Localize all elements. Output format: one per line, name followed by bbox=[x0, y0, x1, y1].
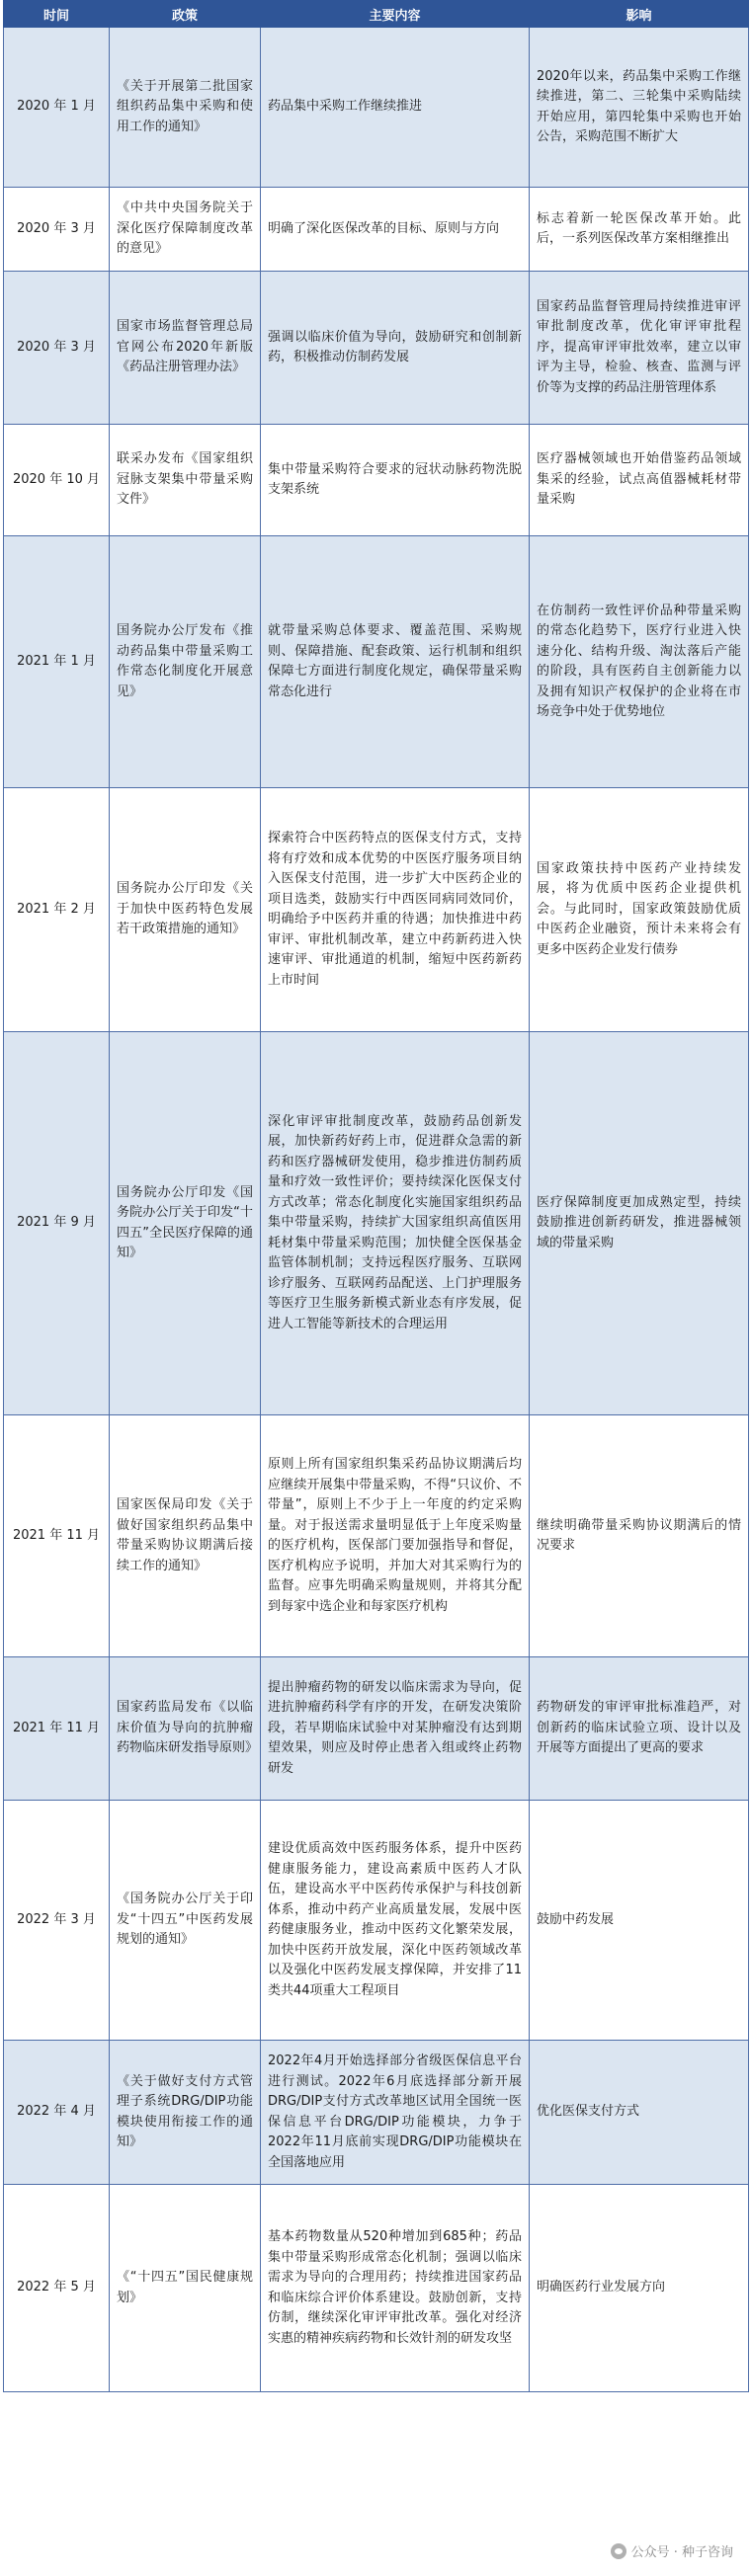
cell-impact: 明确医药行业发展方向 bbox=[530, 2185, 749, 2392]
table-row bbox=[4, 28, 749, 188]
cell-policy: 国家医保局印发《关于做好国家组织药品集中带量采购协议期满后接续工作的通知》 bbox=[110, 1415, 261, 1657]
cell-content: 提出肿瘤药物的研发以临床需求为导向，促进抗肿瘤药科学有序的开发，在研发决策阶段，若早期临床试验中对某肿瘤没有达到期望效果，则应及时停止患者入组或终止药物研发 bbox=[261, 1657, 530, 1801]
cell-impact: 药物研发的审评审批标准趋严，对创新药的临床试验立项、设计以及开展等方面提出了更高的要求 bbox=[530, 1657, 749, 1801]
cell-impact: 优化医保支付方式 bbox=[530, 2041, 749, 2185]
cell-content: 强调以临床价值为导向，鼓励研究和创制新药，积极推动仿制药发展 bbox=[261, 272, 530, 425]
table-header-row bbox=[4, 1, 749, 28]
table-row bbox=[4, 1415, 749, 1657]
cell-impact: 医疗器械领域也开始借鉴药品领域集采的经验，试点高值器械耗材带量采购 bbox=[530, 425, 749, 536]
cell-content: 深化审评审批制度改革，鼓励药品创新发展，加快新药好药上市，促进群众急需的新药和医疗器械研发使用，稳步推进仿制药质量和疗效一致性评价；要持续深化医保支付方式改革；常态化制度化实施国家组织药品集中带量采购，持续扩大国家组织高值医用耗材集中带量采购范围；加快健全医保基金监管体制机制；支持远程医疗服务、互联网诊疗服务、互联网药品配送、上门护理服务等医疗卫生服务新模式新业态有序发展，促进人工智能等新技术的合理运用 bbox=[261, 1032, 530, 1415]
header-time: 时间 bbox=[4, 1, 110, 28]
cell-policy: 联采办发布《国家组织冠脉支架集中带量采购文件》 bbox=[110, 425, 261, 536]
watermark-text: 公众号 · 种子咨询 bbox=[630, 2545, 733, 2560]
cell-time: 2022 年 5 月 bbox=[4, 2185, 110, 2392]
cell-policy: 《国务院办公厅关于印发“十四五”中医药发展规划的通知》 bbox=[110, 1801, 261, 2041]
cell-time: 2020 年 3 月 bbox=[4, 272, 110, 425]
table-row bbox=[4, 1032, 749, 1415]
table-row bbox=[4, 1657, 749, 1801]
cell-time: 2021 年 2 月 bbox=[4, 788, 110, 1032]
cell-time: 2022 年 3 月 bbox=[4, 1801, 110, 2041]
watermark bbox=[611, 2541, 733, 2560]
table-row bbox=[4, 1801, 749, 2041]
cell-time: 2021 年 11 月 bbox=[4, 1415, 110, 1657]
cell-policy: 国务院办公厅发布《推动药品集中带量采购工作常态化制度化开展意见》 bbox=[110, 536, 261, 788]
table-row bbox=[4, 425, 749, 536]
table-row bbox=[4, 536, 749, 788]
cell-policy: 《关于做好支付方式管理子系统DRG/DIP功能模块使用衔接工作的通知》 bbox=[110, 2041, 261, 2185]
cell-content: 基本药物数量从520种增加到685种；药品集中带量采购形成常态化机制；强调以临床需求为导向的合理用药；持续推进国家药品和临床综合评价体系建设。鼓励创新，支持仿制，继续深化审评审批改革。强化对经济实惠的精神疾病药物和长效针剂的研发攻坚 bbox=[261, 2185, 530, 2392]
cell-impact: 国家政策扶持中医药产业持续发展，将为优质中医药企业提供机会。与此同时，国家政策鼓励优质中医药企业融资，预计未来将会有更多中医药企业发行债券 bbox=[530, 788, 749, 1032]
cell-policy: 《“十四五”国民健康规划》 bbox=[110, 2185, 261, 2392]
table-row bbox=[4, 2185, 749, 2392]
wechat-icon bbox=[611, 2543, 626, 2559]
cell-time: 2020 年 1 月 bbox=[4, 28, 110, 188]
policy-table bbox=[3, 0, 749, 2392]
table-row bbox=[4, 188, 749, 272]
cell-content: 建设优质高效中医药服务体系，提升中医药健康服务能力，建设高素质中医药人才队伍，建设高水平中医药传承保护与科技创新体系，推动中药产业高质量发展，发展中医药健康服务业，推动中医药文化繁荣发展，加快中医药开放发展，深化中医药领域改革以及强化中医药发展支撑保障，并安排了11类共44项重大工程项目 bbox=[261, 1801, 530, 2041]
cell-time: 2022 年 4 月 bbox=[4, 2041, 110, 2185]
cell-content: 药品集中采购工作继续推进 bbox=[261, 28, 530, 188]
cell-impact: 国家药品监督管理局持续推进审评审批制度改革，优化审评审批程序，提高审评审批效率，建立以审评为主导，检验、核查、监测与评价等为支撑的药品注册管理体系 bbox=[530, 272, 749, 425]
header-impact: 影响 bbox=[530, 1, 749, 28]
cell-impact: 标志着新一轮医保改革开始。此后，一系列医保改革方案相继推出 bbox=[530, 188, 749, 272]
cell-content: 原则上所有国家组织集采药品协议期满后均应继续开展集中带量采购，不得“只议价、不带量”，原则上不少于上一年度的约定采购量。对于报送需求量明显低于上年度采购量的医疗机构，医保部门要加强指导和督促，医疗机构应予说明，并加大对其采购行为的监督。应事先明确采购量规则，并将其分配到每家中选企业和每家医疗机构 bbox=[261, 1415, 530, 1657]
table-row bbox=[4, 2041, 749, 2185]
cell-policy: 国务院办公厅印发《关于加快中医药特色发展若干政策措施的通知》 bbox=[110, 788, 261, 1032]
cell-policy: 国家市场监督管理总局官网公布2020年新版《药品注册管理办法》 bbox=[110, 272, 261, 425]
cell-policy: 国务院办公厅印发《国务院办公厅关于印发“十四五”全民医疗保障的通知》 bbox=[110, 1032, 261, 1415]
cell-policy: 《中共中央国务院关于深化医疗保障制度改革的意见》 bbox=[110, 188, 261, 272]
cell-content: 集中带量采购符合要求的冠状动脉药物洗脱支架系统 bbox=[261, 425, 530, 536]
cell-impact: 2020年以来，药品集中采购工作继续推进，第二、三轮集中采购陆续开始应用，第四轮集中采购也开始公告，采购范围不断扩大 bbox=[530, 28, 749, 188]
cell-content: 探索符合中医药特点的医保支付方式，支持将有疗效和成本优势的中医医疗服务项目纳入医保支付范围，进一步扩大中医药企业的项目选类，鼓励实行中西医同病同效同价，明确给予中医药并重的待遇；加快推进中药审评、审批机制改革，建立中药新药进入快速审评、审批通道的机制，缩短中医药新药上市时间 bbox=[261, 788, 530, 1032]
cell-time: 2020 年 3 月 bbox=[4, 188, 110, 272]
table-row bbox=[4, 272, 749, 425]
cell-impact: 鼓励中药发展 bbox=[530, 1801, 749, 2041]
table-row bbox=[4, 788, 749, 1032]
cell-impact: 在仿制药一致性评价品种带量采购的常态化趋势下，医疗行业进入快速分化、结构升级、淘汰落后产能的阶段，具有医药自主创新能力以及拥有知识产权保护的企业将在市场竞争中处于优势地位 bbox=[530, 536, 749, 788]
cell-content: 2022年4月开始选择部分省级医保信息平台进行测试。2022年6月底选择部分新开展DRG/DIP支付方式改革地区试用全国统一医保信息平台DRG/DIP功能模块，力争于2022年11月底前实现DRG/DIP功能模块在全国落地应用 bbox=[261, 2041, 530, 2185]
cell-time: 2021 年 11 月 bbox=[4, 1657, 110, 1801]
cell-impact: 继续明确带量采购协议期满后的情况要求 bbox=[530, 1415, 749, 1657]
cell-time: 2021 年 9 月 bbox=[4, 1032, 110, 1415]
cell-policy: 国家药监局发布《以临床价值为导向的抗肿瘤药物临床研发指导原则》 bbox=[110, 1657, 261, 1801]
cell-content: 就带量采购总体要求、覆盖范围、采购规则、保障措施、配套政策、运行机制和组织保障七方面进行制度化规定，确保带量采购常态化进行 bbox=[261, 536, 530, 788]
cell-time: 2021 年 1 月 bbox=[4, 536, 110, 788]
cell-time: 2020 年 10 月 bbox=[4, 425, 110, 536]
cell-policy: 《关于开展第二批国家组织药品集中采购和使用工作的通知》 bbox=[110, 28, 261, 188]
header-policy: 政策 bbox=[110, 1, 261, 28]
cell-content: 明确了深化医保改革的目标、原则与方向 bbox=[261, 188, 530, 272]
cell-impact: 医疗保障制度更加成熟定型，持续鼓励推进创新药研发，推进器械领域的带量采购 bbox=[530, 1032, 749, 1415]
header-content: 主要内容 bbox=[261, 1, 530, 28]
